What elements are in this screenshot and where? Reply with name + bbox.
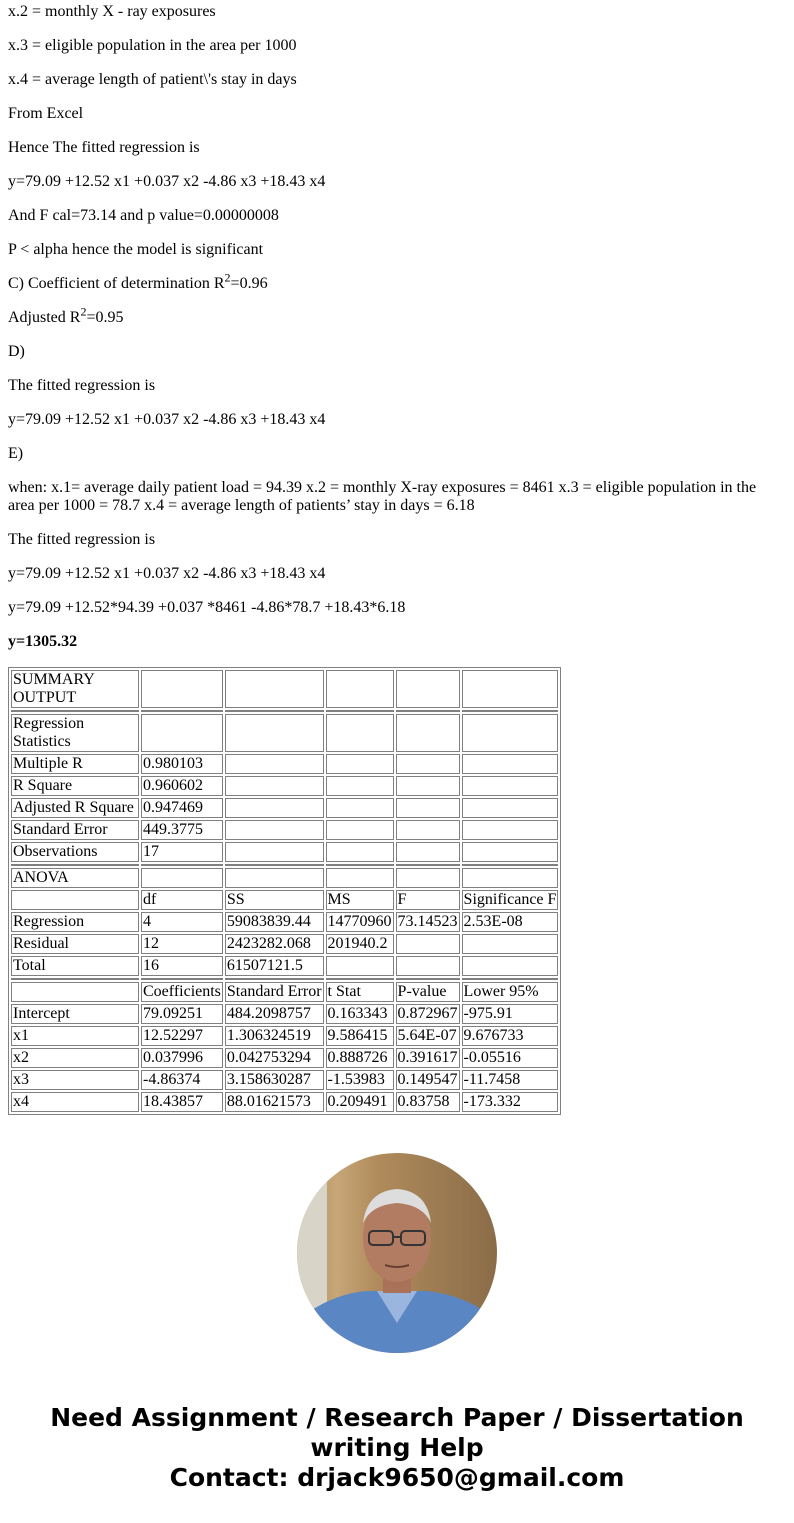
table-cell: SS xyxy=(225,890,324,910)
table-row xyxy=(11,890,558,910)
table-row xyxy=(11,776,558,796)
result-text: y=1305.32 xyxy=(8,633,78,650)
table-cell xyxy=(11,982,139,1002)
separator-cell xyxy=(225,978,324,980)
text-line: The fitted regression is xyxy=(8,377,156,394)
table-row xyxy=(11,1026,558,1046)
table-cell: Multiple R xyxy=(11,754,139,774)
footer-contact: Contact: drjack9650@gmail.com xyxy=(169,1463,625,1492)
section-separator xyxy=(11,710,558,712)
table-cell: 79.09251 xyxy=(141,1004,223,1024)
table-cell: SUMMARY OUTPUT xyxy=(11,670,139,708)
table-cell: 484.2098757 xyxy=(225,1004,324,1024)
table-cell xyxy=(462,798,559,818)
table-cell xyxy=(462,776,559,796)
footer-line-2: writing Help xyxy=(310,1433,484,1462)
text-line: when: x.1= average daily patient load = 94.39 x.2 = monthly X-ray exposures = 8461 x.3 = eligible population in the area per 1000 = 78.7 x.4 = average length of patients’ stay in days = 6.18 xyxy=(8,479,757,514)
table-cell xyxy=(326,754,394,774)
text-line: Hence The fitted regression is xyxy=(8,139,200,156)
table-cell: 17 xyxy=(141,842,223,862)
separator-cell xyxy=(396,864,460,866)
table-cell: Regression xyxy=(11,912,139,932)
table-cell xyxy=(396,776,460,796)
separator-cell xyxy=(396,978,460,980)
separator-cell xyxy=(11,978,139,980)
table-cell: Standard Error xyxy=(11,820,139,840)
table-cell: t Stat xyxy=(326,982,394,1002)
table-cell: 4 xyxy=(141,912,223,932)
table-cell: 12 xyxy=(141,934,223,954)
table-cell xyxy=(326,776,394,796)
table-cell xyxy=(462,868,559,888)
table-row xyxy=(11,670,558,708)
table-row xyxy=(11,820,558,840)
table-cell: 0.391617 xyxy=(397,1049,458,1066)
table-cell: -4.86374 xyxy=(141,1070,223,1090)
table-row xyxy=(11,842,558,862)
table-cell xyxy=(396,842,460,862)
table-cell: 449.3775 xyxy=(141,820,223,840)
promo-footer xyxy=(0,1403,794,1493)
section-separator xyxy=(11,978,558,980)
table-cell: x3 xyxy=(11,1070,139,1090)
table-cell xyxy=(141,714,223,752)
table-row xyxy=(11,868,558,888)
table-cell: P-value xyxy=(396,982,460,1002)
table-cell: MS xyxy=(326,890,394,910)
table-cell: ANOVA xyxy=(11,868,139,888)
table-cell: x2 xyxy=(11,1048,139,1068)
table-cell: Standard Error xyxy=(226,983,322,1000)
table-cell: Observations xyxy=(11,842,139,862)
r2-sup: 2 xyxy=(224,270,231,285)
table-row xyxy=(11,956,558,976)
table-cell xyxy=(396,754,460,774)
table-cell xyxy=(11,890,139,910)
table-cell: 2.53E-08 xyxy=(462,912,559,932)
table-cell xyxy=(326,670,394,708)
table-cell: -0.05516 xyxy=(462,1048,559,1068)
table-cell xyxy=(462,934,559,954)
text-line: The fitted regression is xyxy=(8,531,156,548)
table-cell xyxy=(396,798,460,818)
table-cell xyxy=(141,868,223,888)
text-line: P < alpha hence the model is significant xyxy=(8,241,264,258)
r2-suffix: =0.96 xyxy=(230,275,268,292)
table-cell xyxy=(396,956,460,976)
table-cell: 3.158630287 xyxy=(225,1070,324,1090)
table-cell: 0.163343 xyxy=(326,1004,394,1024)
table-cell xyxy=(225,820,324,840)
table-cell: -1.53983 xyxy=(326,1070,394,1090)
section-separator xyxy=(11,864,558,866)
text-line: From Excel xyxy=(8,105,84,122)
table-cell: 0.960602 xyxy=(141,776,223,796)
table-cell: 88.01621573 xyxy=(225,1092,324,1112)
table-row xyxy=(11,1092,558,1112)
table-row xyxy=(11,1048,558,1068)
table-cell: 9.586415 xyxy=(326,1026,394,1046)
table-cell xyxy=(326,868,394,888)
summary-output-table xyxy=(8,667,561,1115)
table-cell xyxy=(396,670,460,708)
table-cell: 0.872967 xyxy=(397,1005,458,1022)
table-cell xyxy=(462,842,559,862)
person-portrait-icon xyxy=(297,1153,497,1353)
table-cell: Lower 95% xyxy=(462,982,559,1002)
table-cell: 61507121.5 xyxy=(225,956,324,976)
table-row xyxy=(11,912,558,932)
table-cell: 5.64E-07 xyxy=(396,1026,460,1046)
table-cell xyxy=(462,956,559,976)
table-cell: -173.332 xyxy=(462,1092,559,1112)
r-squared-text xyxy=(8,270,784,293)
table-cell xyxy=(326,820,394,840)
separator-cell xyxy=(11,864,139,866)
table-cell: 0.83758 xyxy=(396,1092,460,1112)
table-cell xyxy=(462,820,559,840)
table-cell: x1 xyxy=(11,1026,139,1046)
table-row xyxy=(11,798,558,818)
text-line: D) xyxy=(8,343,25,360)
table-cell: 0.980103 xyxy=(141,754,223,774)
text-line: x.2 = monthly X - ray exposures xyxy=(8,3,216,20)
separator-cell xyxy=(326,710,394,712)
table-cell: 12.52297 xyxy=(141,1026,223,1046)
separator-cell xyxy=(326,978,394,980)
table-cell xyxy=(396,934,460,954)
text-line: E) xyxy=(8,445,24,462)
table-row xyxy=(11,754,558,774)
separator-cell xyxy=(225,864,324,866)
table-cell: Coefficients xyxy=(143,983,221,1000)
table-cell xyxy=(462,670,559,708)
separator-cell xyxy=(141,710,223,712)
separator-cell xyxy=(462,864,559,866)
table-cell: 0.888726 xyxy=(326,1048,394,1068)
table-cell: 14770960 xyxy=(327,913,392,930)
table-cell: Intercept xyxy=(11,1004,139,1024)
table-cell xyxy=(225,714,324,752)
table-cell xyxy=(225,798,324,818)
table-cell: 59083839.44 xyxy=(225,912,324,932)
table-cell xyxy=(326,842,394,862)
adj-r2-prefix: Adjusted R xyxy=(8,309,81,326)
table-cell xyxy=(326,714,394,752)
table-cell xyxy=(326,798,394,818)
adj-r2-suffix: =0.95 xyxy=(86,309,124,326)
table-cell xyxy=(225,868,324,888)
text-line: y=79.09 +12.52 x1 +0.037 x2 -4.86 x3 +18.43 x4 xyxy=(8,411,326,428)
separator-cell xyxy=(326,864,394,866)
table-cell: Regression Statistics xyxy=(11,714,139,752)
separator-cell xyxy=(141,978,223,980)
separator-cell xyxy=(396,710,460,712)
text-line: y=79.09 +12.52 x1 +0.037 x2 -4.86 x3 +18.43 x4 xyxy=(8,565,326,582)
table-cell: 2423282.068 xyxy=(225,934,324,954)
table-cell xyxy=(141,670,223,708)
table-cell xyxy=(396,820,460,840)
table-cell: 0.149547 xyxy=(397,1071,458,1088)
separator-cell xyxy=(462,710,559,712)
table-cell: -975.91 xyxy=(462,1004,559,1024)
separator-cell xyxy=(462,978,559,980)
table-cell xyxy=(396,714,460,752)
table-cell: Residual xyxy=(11,934,139,954)
text-line: y=79.09 +12.52 x1 +0.037 x2 -4.86 x3 +18.43 x4 xyxy=(8,173,326,190)
text-line: y=79.09 +12.52*94.39 +0.037 *8461 -4.86*78.7 +18.43*6.18 xyxy=(8,599,406,616)
table-cell xyxy=(225,670,324,708)
table-cell xyxy=(326,956,394,976)
table-row xyxy=(11,1070,558,1090)
table-cell xyxy=(396,868,460,888)
author-photo xyxy=(297,1153,497,1353)
text-line: x.4 = average length of patient\'s stay in days xyxy=(8,71,297,88)
table-cell: Adjusted R Square xyxy=(11,798,139,818)
table-cell: 73.14523 xyxy=(397,913,458,930)
table-cell: 18.43857 xyxy=(141,1092,223,1112)
answer-content xyxy=(8,0,784,1115)
text-line: x.3 = eligible population in the area per 1000 xyxy=(8,37,297,54)
separator-cell xyxy=(141,864,223,866)
table-cell: 0.947469 xyxy=(141,798,223,818)
table-cell: Total xyxy=(11,956,139,976)
table-cell xyxy=(225,754,324,774)
table-row xyxy=(11,982,558,1002)
table-cell xyxy=(462,714,559,752)
table-cell: 1.306324519 xyxy=(225,1026,324,1046)
table-cell: df xyxy=(141,890,223,910)
table-cell: 9.676733 xyxy=(462,1026,559,1046)
table-cell: Significance F xyxy=(463,891,557,908)
table-cell: R Square xyxy=(11,776,139,796)
table-cell: x4 xyxy=(11,1092,139,1112)
r2-prefix: C) Coefficient of determination R xyxy=(8,275,225,292)
table-cell xyxy=(225,842,324,862)
footer-line-1: Need Assignment / Research Paper / Dissertation xyxy=(50,1403,744,1432)
table-cell: 201940.2 xyxy=(326,934,394,954)
text-line: And F cal=73.14 and p value=0.00000008 xyxy=(8,207,279,224)
adjusted-r-squared-text xyxy=(8,304,784,327)
table-cell xyxy=(225,776,324,796)
separator-cell xyxy=(11,710,139,712)
separator-cell xyxy=(225,710,324,712)
table-cell: 0.209491 xyxy=(326,1092,394,1112)
table-cell xyxy=(462,754,559,774)
table-cell: 0.042753294 xyxy=(225,1048,324,1068)
adj-r2-sup: 2 xyxy=(80,304,87,319)
table-cell: 16 xyxy=(141,956,223,976)
table-cell: -11.7458 xyxy=(462,1070,559,1090)
table-cell: F xyxy=(396,890,460,910)
table-row xyxy=(11,714,558,752)
table-cell: 0.037996 xyxy=(141,1048,223,1068)
table-row xyxy=(11,1004,558,1024)
table-row xyxy=(11,934,558,954)
